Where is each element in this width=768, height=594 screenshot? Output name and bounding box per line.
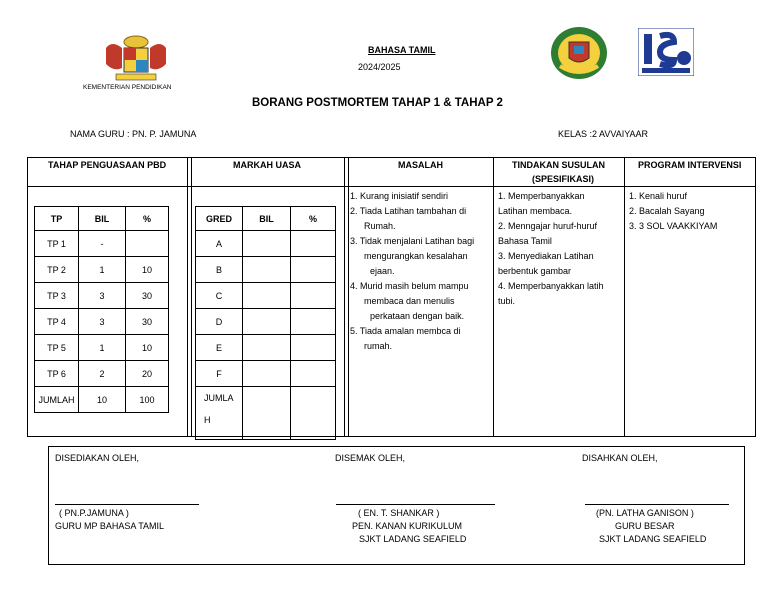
gred-header: GRED (196, 207, 243, 231)
teacher-name: NAMA GURU : PN. P. JAMUNA (70, 129, 197, 139)
table-cell: JUMLAH (35, 387, 79, 413)
list-item: 5. Tiada amalan membca di (350, 326, 461, 336)
intervensi-list (629, 189, 717, 234)
list-item: rumah. (364, 341, 393, 351)
table-cell (243, 361, 291, 387)
col-header-tindakan-spec: (SPESIFIKASI) (532, 174, 595, 184)
table-cell: TP 5 (35, 335, 79, 361)
table-cell: D (196, 309, 243, 335)
gred-total-label-2: H (204, 415, 211, 425)
table-cell: 30 (126, 283, 169, 309)
form-title: BORANG POSTMORTEM TAHAP 1 & TAHAP 2 (252, 97, 503, 109)
table-cell: TP 6 (35, 361, 79, 387)
list-item: mengurangkan kesalahan (364, 251, 468, 261)
table-cell (243, 283, 291, 309)
col-header-tindakan: TINDAKAN SUSULAN (512, 160, 605, 170)
list-item: 1. Memperbanyakkan (498, 191, 585, 201)
list-item: 1. Kenali huruf (629, 191, 688, 201)
table-cell: TP 3 (35, 283, 79, 309)
approved-by-label: DISAHKAN OLEH, (582, 453, 658, 463)
table-row (35, 257, 169, 283)
table-row (196, 335, 336, 361)
list-item: membaca dan menulis (364, 296, 455, 306)
table-cell: F (196, 361, 243, 387)
col-header-tahap: TAHAP PENGUASAAN PBD (48, 160, 167, 170)
class-name: KELAS :2 AVVAIYAAR (558, 129, 649, 139)
table-row (35, 387, 169, 413)
table-cell: A (196, 231, 243, 257)
table-cell (243, 231, 291, 257)
table-cell: - (79, 231, 126, 257)
table-row (35, 231, 169, 257)
subject-title: BAHASA TAMIL (368, 45, 436, 55)
list-item: tubi. (498, 296, 516, 306)
table-cell: 2 (79, 361, 126, 387)
list-item: berbentuk gambar (498, 266, 572, 276)
column-divider (191, 158, 192, 436)
table-cell (243, 387, 291, 440)
school-badge-logo (550, 26, 608, 80)
list-item: 2. Tiada Latihan tambahan di (350, 206, 467, 216)
table-cell: 10 (126, 335, 169, 361)
column-divider (187, 158, 188, 436)
signature-box (48, 446, 745, 565)
table-cell (126, 231, 169, 257)
ministry-name: KEMENTERIAN PENDIDIKAN (83, 84, 172, 91)
table-row (196, 231, 336, 257)
prepared-by-label: DISEDIAKAN OLEH, (55, 453, 140, 463)
list-item: perkataan dengan baik. (370, 311, 465, 321)
masalah-list (350, 189, 474, 354)
tp-percent-header: % (126, 207, 169, 231)
table-cell: TP 1 (35, 231, 79, 257)
table-row (35, 335, 169, 361)
tp-table (34, 206, 169, 413)
table-cell: 10 (79, 387, 126, 413)
list-item: 3. 3 SOL VAAKKIYAM (629, 221, 718, 231)
tp-bil-header: BIL (79, 207, 126, 231)
program-logo (638, 28, 694, 76)
col-header-markah: MARKAH UASA (233, 160, 301, 170)
tindakan-list (498, 189, 604, 309)
table-row (35, 309, 169, 335)
table-cell: 100 (126, 387, 169, 413)
academic-year: 2024/2025 (358, 62, 401, 72)
list-item: 3. Menyediakan Latihan (498, 251, 594, 261)
header-divider (28, 186, 755, 187)
signature-line (55, 504, 199, 505)
table-cell: TP 4 (35, 309, 79, 335)
list-item: Rumah. (364, 221, 396, 231)
table-cell (291, 335, 336, 361)
checked-name: ( EN. T. SHANKAR ) (358, 508, 440, 518)
table-row (35, 361, 169, 387)
table-cell: TP 2 (35, 257, 79, 283)
column-divider (493, 158, 494, 436)
prepared-name: ( PN.P.JAMUNA ) (59, 508, 129, 518)
list-item: 2. Menngajar huruf-huruf (498, 221, 598, 231)
signature-line (336, 504, 495, 505)
table-cell: C (196, 283, 243, 309)
table-cell (291, 309, 336, 335)
approved-school: SJKT LADANG SEAFIELD (599, 534, 707, 544)
list-item: 3. Tidak menjalani Latihan bagi (350, 236, 475, 246)
list-item: ejaan. (370, 266, 395, 276)
tp-header: TP (35, 207, 79, 231)
approved-name: (PN. LATHA GANISON ) (596, 508, 694, 518)
table-cell: B (196, 257, 243, 283)
table-cell (291, 283, 336, 309)
table-cell: 3 (79, 283, 126, 309)
list-item: 4. Memperbanyakkan latih (498, 281, 604, 291)
column-divider (344, 158, 345, 436)
table-cell (243, 257, 291, 283)
table-cell (291, 231, 336, 257)
column-divider (348, 158, 349, 436)
checked-by-label: DISEMAK OLEH, (335, 453, 406, 463)
table-cell (243, 335, 291, 361)
table-cell (243, 309, 291, 335)
ministry-crest-logo (100, 34, 172, 82)
col-header-intervensi: PROGRAM INTERVENSI (638, 160, 742, 170)
table-row (196, 257, 336, 283)
list-item: 2. Bacalah Sayang (629, 206, 705, 216)
table-cell: 10 (126, 257, 169, 283)
table-row (196, 387, 336, 440)
list-item: 4. Murid masih belum mampu (350, 281, 469, 291)
postmortem-table (27, 157, 756, 437)
list-item: 1. Kurang inisiatif sendiri (350, 191, 449, 201)
gred-total-label-1: JUMLA (204, 393, 234, 403)
table-row (196, 361, 336, 387)
gred-percent-header: % (291, 207, 336, 231)
list-item: Bahasa Tamil (498, 236, 552, 246)
table-cell (196, 387, 243, 440)
checked-role: PEN. KANAN KURIKULUM (352, 521, 463, 531)
table-cell: 1 (79, 335, 126, 361)
gred-bil-header: BIL (243, 207, 291, 231)
table-cell: E (196, 335, 243, 361)
prepared-role: GURU MP BAHASA TAMIL (55, 521, 165, 531)
table-cell (291, 257, 336, 283)
table-cell (291, 361, 336, 387)
table-cell: 20 (126, 361, 169, 387)
table-row (196, 309, 336, 335)
table-row (196, 283, 336, 309)
table-cell: 1 (79, 257, 126, 283)
list-item: Latihan membaca. (498, 206, 573, 216)
table-cell (291, 387, 336, 440)
table-cell: 3 (79, 309, 126, 335)
checked-school: SJKT LADANG SEAFIELD (359, 534, 467, 544)
table-row (35, 283, 169, 309)
gred-table (195, 206, 336, 440)
approved-role: GURU BESAR (615, 521, 675, 531)
column-divider (624, 158, 625, 436)
table-cell: 30 (126, 309, 169, 335)
signature-line (585, 504, 729, 505)
col-header-masalah: MASALAH (398, 160, 443, 170)
